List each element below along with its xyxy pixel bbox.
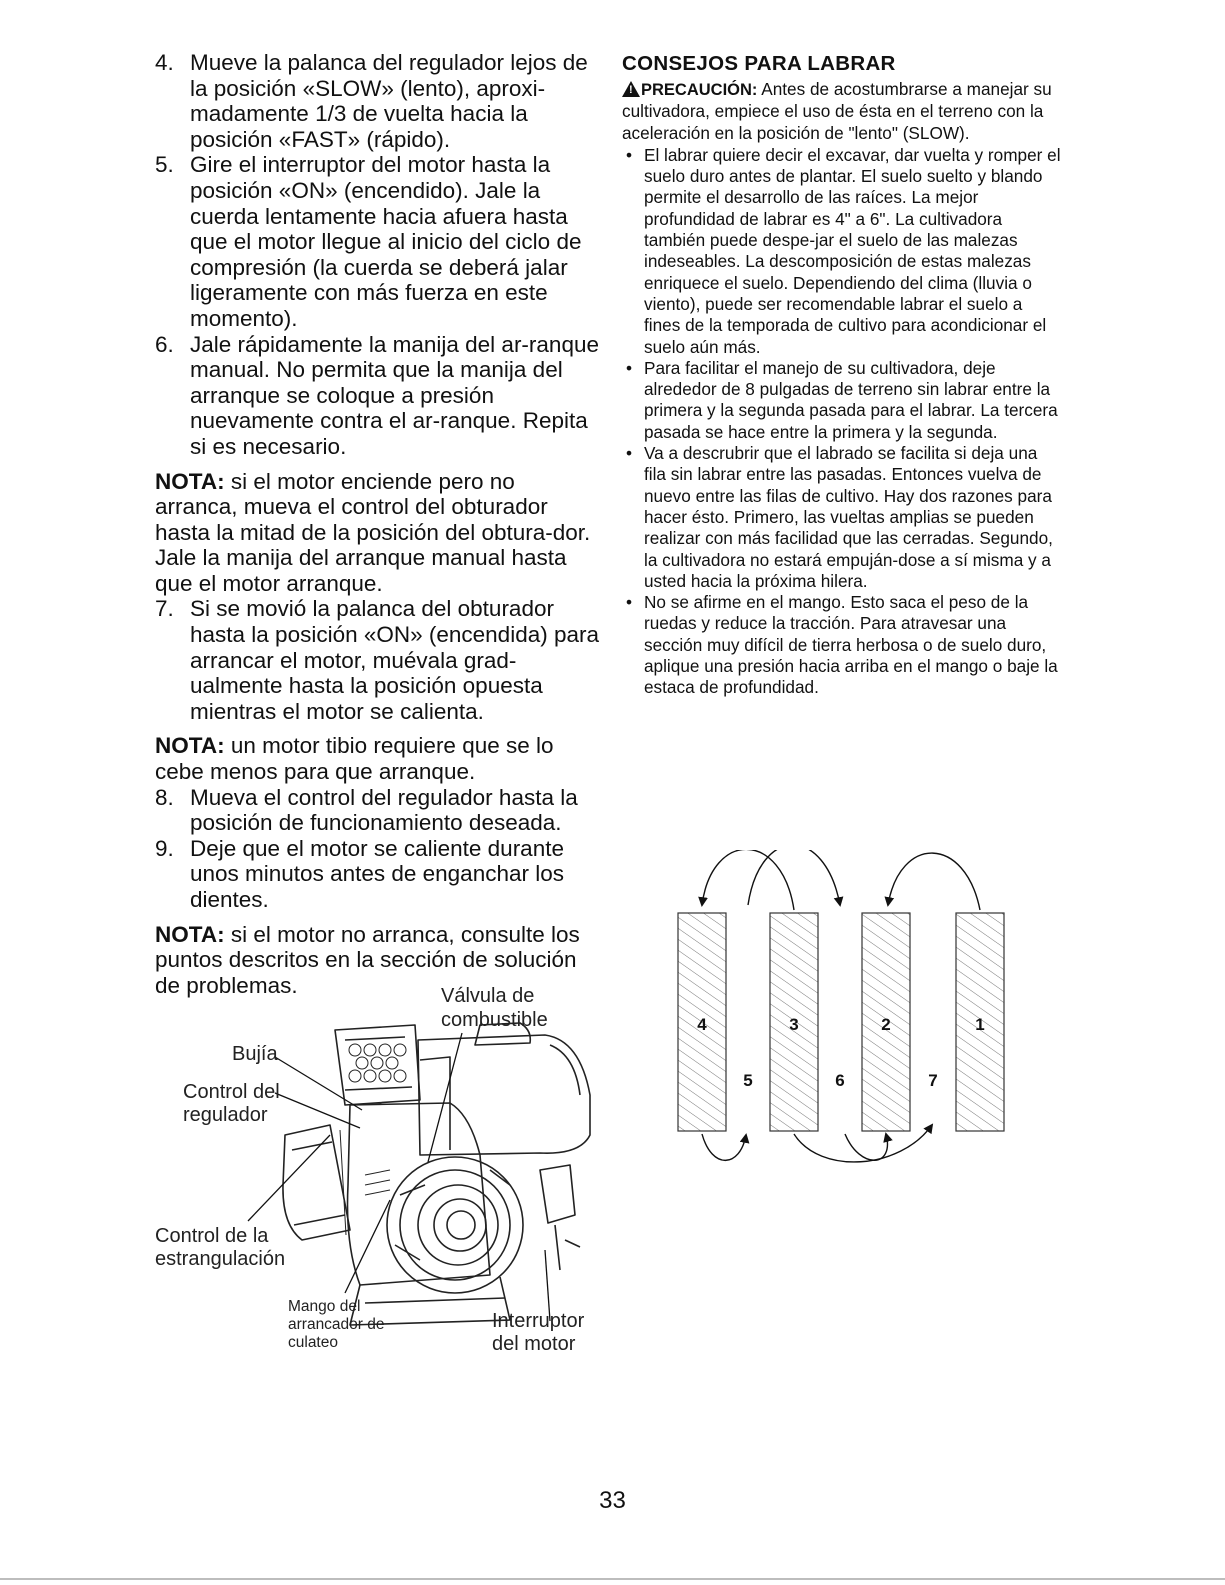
right-column — [622, 52, 1062, 699]
step-7 — [155, 596, 600, 724]
gap-label-6: 6 — [835, 1071, 845, 1090]
label-estrang-2: estrangulación — [155, 1248, 286, 1270]
row-label-4: 4 — [697, 1015, 707, 1034]
step-5 — [155, 152, 600, 331]
recoil-starter-shape — [387, 1157, 523, 1293]
bullet-icon: • — [626, 357, 633, 378]
note-text: un motor tibio requiere que se lo cebe menos para que arranque. — [155, 733, 554, 785]
step-9 — [155, 836, 600, 913]
bottom-rule — [0, 1578, 1225, 1580]
step-6 — [155, 332, 600, 460]
warning-triangle-icon: ! — [622, 81, 640, 97]
page-number: 33 — [599, 1487, 626, 1514]
step-number: 6. — [155, 331, 174, 357]
steps-list-c — [155, 785, 600, 913]
caution-text: Antes de acostumbrarse a manejar su cultivadora, empiece el uso de ésta en el terreno con la aceleración en la posición de "lento" (SLOW). — [622, 79, 1052, 143]
muffler-shape — [283, 1125, 350, 1240]
bullet-icon: • — [626, 592, 633, 613]
gap-label-7: 7 — [928, 1071, 938, 1090]
tilling-drawing — [660, 850, 1020, 1170]
tilling-pattern-diagram — [660, 850, 1020, 1170]
step-text: Deje que el motor se caliente durante unos minutos antes de enganchar los dientes. — [190, 835, 564, 912]
turn-arrow-bottom-1 — [702, 1134, 746, 1160]
label-mango-3: culateo — [288, 1334, 338, 1351]
step-number: 4. — [155, 50, 174, 75]
label-estrang-1: Control de la — [155, 1225, 269, 1247]
list-item: • Va a descrubrir que el labrado se facilita si deja una fila sin labrar entre las pasadas. Entonces vuelva de nuevo entre las filas de cultivo. Hay dos razones para hacer ésto. Primero, las vueltas amplias se pueden realizar con más facilidad que las cerradas. Segundo, la cultivadora no estará empuján-dose a sí misma y a usted hacia la próxima hilera. — [626, 443, 1053, 591]
step-text: Mueve la palanca del regulador lejos de la posición «SLOW» (lento), aproxi-madamente 1/3 de vuelta hacia la posición «FAST» (rápido). — [190, 50, 588, 152]
step-8 — [155, 785, 600, 836]
note-label: NOTA: — [155, 921, 225, 947]
row-label-3: 3 — [789, 1015, 799, 1034]
step-text: Gire el interruptor del motor hasta la posición «ON» (encendido). Jale la cuerda lentamente hacia afuera hasta que el motor llegue al inicio del ciclo de compresión (la cuerda se deberá jalar ligeramente con más fuerza en este momento). — [190, 152, 582, 331]
label-interruptor-1: Interruptor — [492, 1310, 585, 1332]
section-heading: CONSEJOS PARA LABRAR — [622, 52, 896, 75]
row-label-2: 2 — [881, 1015, 891, 1034]
air-filter-shape — [335, 1025, 420, 1105]
gap-label-5: 5 — [743, 1071, 753, 1090]
note-label: NOTA: — [155, 468, 225, 494]
turn-arrow-bottom-3 — [845, 1134, 887, 1160]
label-mango-1: Mango del — [288, 1298, 361, 1315]
caution-label: PRECAUCIÓN: — [641, 81, 758, 99]
step-text: Mueva el control del regulador hasta la posición de funcionamiento deseada. — [190, 784, 578, 836]
left-column — [155, 50, 600, 998]
step-number: 8. — [155, 784, 174, 810]
note-text: si el motor no arranca, consulte los puntos descritos en la sección de solución de problemas. — [155, 921, 580, 998]
turn-arrow-top-3 — [748, 850, 840, 905]
label-interruptor-2: del motor — [492, 1333, 576, 1355]
step-number: 5. — [155, 152, 174, 178]
label-valvula-2: combustible — [441, 1009, 548, 1031]
label-regulador-1: Control del — [183, 1081, 280, 1103]
note-text: si el motor enciende pero no arranca, mueva el control del obturador hasta la mitad de la posición del obtura-dor. Jale la manija del arranque manual hasta que el motor arranque. — [155, 468, 591, 596]
steps-list-a — [155, 50, 600, 460]
bullet-icon: • — [626, 443, 633, 464]
step-text: Si se movió la palanca del obturador hasta la posición «ON» (encendida) para arrancar el motor, muévala grad-ualmente hasta la posición opuesta mientras el motor se calienta. — [190, 596, 599, 724]
engine-drawing — [150, 985, 605, 1355]
label-regulador-2: regulador — [183, 1104, 268, 1126]
note-2 — [155, 733, 600, 784]
note-1 — [155, 469, 600, 597]
step-text: Jale rápidamente la manija del ar-ranque manual. No permita que la manija del arranque se coloque a presión nuevamente contra el ar-ranque. Repita si es necesario. — [190, 331, 599, 459]
engine-illustration — [150, 985, 605, 1355]
list-item: • No se afirme en el mango. Esto saca el peso de la ruedas y reduce la tracción. Para atravesar una sección muy difícil de tierra herbosa o de suelo duro, aplique una presión hacia arriba en el mango o baje la estaca de profundidad. — [626, 592, 1058, 698]
steps-list-b — [155, 596, 600, 724]
list-item: • Para facilitar el manejo de su cultivadora, deje alrededor de 8 pulgadas de terreno sin labrar entre la primera y la segunda pasada para el labrar. La tercera pasada se hace entre la primera y la segunda. — [626, 357, 1058, 442]
note-label: NOTA: — [155, 733, 225, 759]
turn-arrow-top-1 — [888, 853, 980, 910]
step-number: 7. — [155, 596, 174, 622]
bullet-icon: • — [626, 144, 633, 165]
label-valvula-1: Válvula de — [441, 985, 535, 1007]
label-bujia: Bujía — [232, 1043, 278, 1065]
tips-list — [622, 145, 1062, 699]
step-4 — [155, 50, 600, 152]
list-item: • El labrar quiere decir el excavar, dar vuelta y romper el suelo duro antes de plantar. El suelo suelto y blando permite el desarrollo de las raíces. La mejor profundidad de labrar es 4" a 6". La cultivadora también puede despe-jar el suelo de las malezas indeseables. La descomposición de estas malezas enriquece el suelo. Dependiendo del clima (lluvia o viento), puede ser recomendable labrar el suelo a fines de la temporada de cultivo para acondicionar el suelo aún más. — [626, 144, 1061, 357]
step-number: 9. — [155, 835, 174, 861]
caution-paragraph — [622, 79, 1062, 144]
fuel-tank-shape — [418, 1035, 590, 1155]
label-mango-2: arrancador de — [288, 1316, 385, 1333]
row-label-1: 1 — [975, 1015, 985, 1034]
